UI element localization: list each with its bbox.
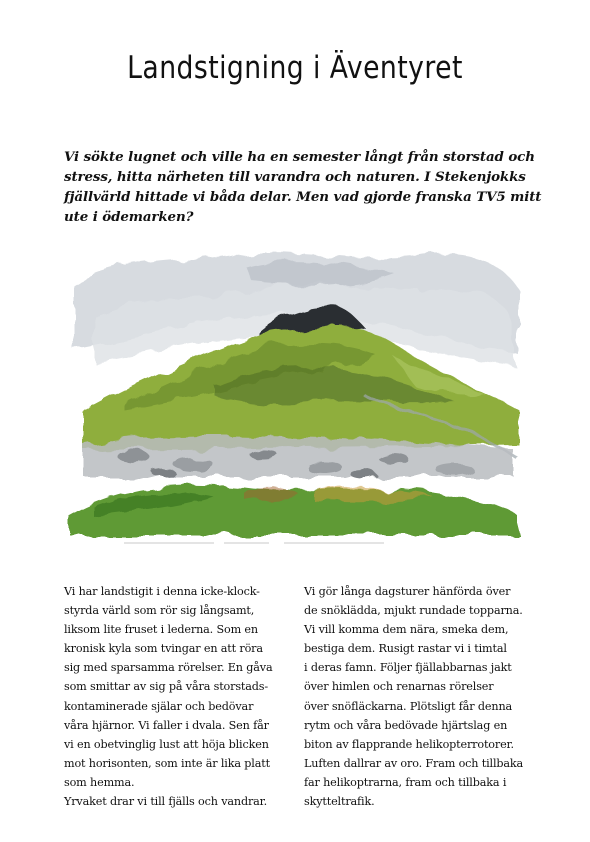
watercolor-illustration [64,245,524,550]
foreground-grass [69,484,519,535]
page-title: Landstigning i Äventyret [127,50,463,86]
body-column-right: Vi gör långa dagsturer hänförda över de snöklädda, mjukt rundade topparna. Vi vill komma dem nära, smeka dem, bestiga dem. Rusigt rastar vi i timtal i deras famn. Följer fjällabbarnas jakt över himlen och renarnas rörelser över snöfläckarna. Plötsligt får denna rytm och våra bedövade hjärtslag en biton av flapprande helikopterrotorer. Luften dallrar av oro. Fram och tillbaka far helikoptrarna, fram och tillbaka i skytteltrafik. [304,585,524,809]
mountain-painting [64,245,524,550]
body-column-left: Vi har landstigit i denna icke-klock- styrda värld som rör sig långsamt, liksom lite fruset i lederna. Som en kronisk kyla som tvingar en att röra sig med sparsamma rörelser. En gåva som smittar av sig på våra storstads- kontaminerade själar och bedövar våra hjärnor. Vi faller i dvala. Sen får vi en obetvinglig lust att höja blicken mot horisonten, som inte är lika platt som hemma. Yrvaket drar vi till fjälls och vandrar. [64,585,273,809]
lead-paragraph: Vi sökte lugnet och ville ha en semester långt från storstad och stress, hitta närheten till varandra och naturen. I Stekenjokks fjällvärld hittade vi båda delar. Men vad gjorde franska TV5 mitt ute i ödemarken? [64,149,542,225]
